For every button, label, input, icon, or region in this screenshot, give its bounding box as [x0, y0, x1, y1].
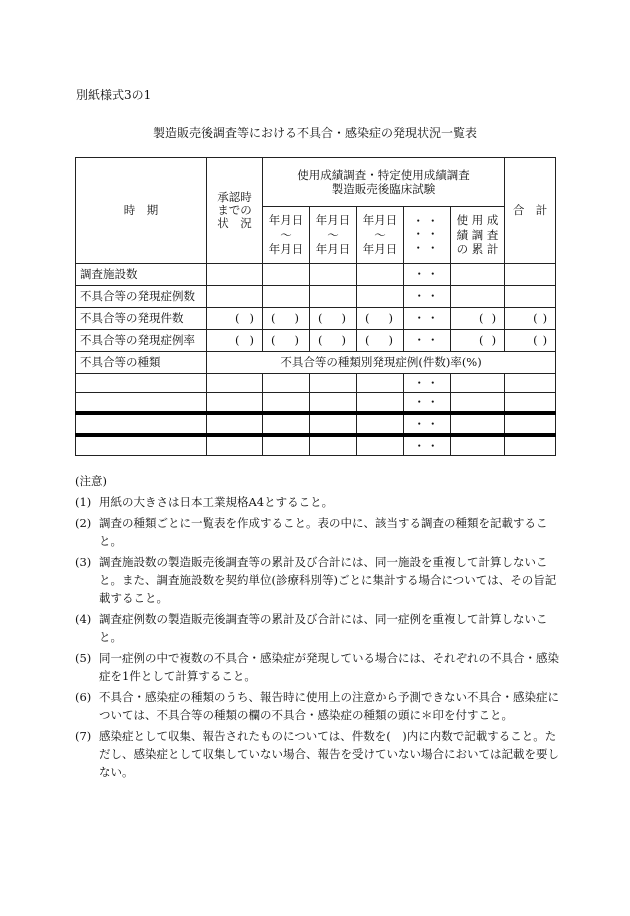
paren-cell — [310, 308, 357, 330]
note-item — [75, 688, 565, 724]
date-from: 年月日 — [315, 213, 351, 228]
value-cell — [310, 286, 357, 308]
value-cell — [451, 264, 505, 286]
document-title: 製造販売後調査等における不具合・感染症の発現状況一覧表 — [152, 126, 477, 140]
blank-cell — [357, 413, 404, 435]
blank-cell — [207, 413, 263, 435]
value-cell — [357, 264, 404, 286]
notes-heading: (注意) — [75, 474, 107, 488]
paren-cell — [357, 308, 404, 330]
paren-open: ( — [533, 333, 538, 348]
paren-close: ) — [249, 311, 254, 326]
cumulative-header-line: 績 調 査 — [456, 227, 499, 242]
blank-cell — [310, 374, 357, 393]
continuation-dots: ・・ — [412, 227, 442, 242]
note-item — [75, 610, 565, 646]
blank-cell — [76, 413, 207, 435]
row-label: 調査施設数 — [76, 264, 207, 286]
blank-cell — [451, 393, 505, 414]
date-to: 年月日 — [268, 242, 304, 257]
note-item — [75, 727, 565, 781]
blank-row — [76, 435, 556, 456]
blank-cell — [505, 435, 556, 456]
note-number: (3) — [75, 555, 92, 569]
paren-open: ( — [318, 311, 323, 326]
blank-cell — [357, 435, 404, 456]
paren-open: ( — [533, 311, 538, 326]
paren-open: ( — [318, 333, 323, 348]
continuation-dots: ・・ — [404, 308, 451, 330]
value-cell — [505, 264, 556, 286]
blank-cell — [357, 374, 404, 393]
paren-open: ( — [479, 333, 484, 348]
form-id: 別紙様式3の1 — [76, 88, 152, 102]
blank-cell — [207, 374, 263, 393]
blank-cell — [451, 413, 505, 435]
blank-cell — [76, 374, 207, 393]
blank-cell — [207, 393, 263, 414]
date-range-cell — [357, 207, 404, 264]
blank-row — [76, 374, 556, 393]
value-cell — [505, 286, 556, 308]
value-cell — [357, 286, 404, 308]
paren-cell — [207, 330, 263, 352]
paren-open: ( — [271, 311, 276, 326]
continuation-dots: ・・ — [404, 264, 451, 286]
date-to: 年月日 — [362, 242, 398, 257]
blank-cell — [451, 374, 505, 393]
note-number: (2) — [75, 516, 92, 530]
paren-cell — [310, 330, 357, 352]
row-label: 不具合等の発現症例率 — [76, 330, 207, 352]
paren-open: ( — [479, 311, 484, 326]
paren-open: ( — [365, 311, 370, 326]
paren-close: ) — [341, 311, 346, 326]
survey-header — [263, 158, 505, 207]
paren-cell — [207, 308, 263, 330]
approval-header-line: までの — [217, 202, 252, 217]
blank-cell — [310, 393, 357, 414]
blank-cell — [76, 393, 207, 414]
paren-close: ) — [491, 333, 497, 348]
date-tilde: 〜 — [327, 227, 339, 242]
approval-header — [207, 158, 263, 264]
blank-cell — [263, 435, 310, 456]
row-label: 不具合等の発現症例数 — [76, 286, 207, 308]
paren-cell — [451, 308, 505, 330]
cumulative-header-line: の 累 計 — [456, 242, 499, 257]
continuation-dots: ・・ — [412, 214, 442, 229]
blank-row — [76, 413, 556, 435]
note-item — [75, 514, 565, 550]
blank-cell — [76, 435, 207, 456]
note-number: (4) — [75, 612, 92, 626]
note-text: 感染症として収集、報告されたものについては、件数を( )内に内数で記載すること。ただし、感染症として収集していない場合、報告を受けていない場合においては記載を要しない。 — [99, 729, 559, 779]
continuation-dots: ・・ — [404, 374, 451, 393]
paren-cell — [357, 330, 404, 352]
total-header: 合 計 — [505, 158, 556, 264]
continuation-dots: ・・ — [404, 393, 451, 414]
blank-cell — [263, 413, 310, 435]
value-cell — [207, 264, 263, 286]
note-text: 調査施設数の製造販売後調査等の累計及び合計には、同一施設を重複して計算しないこと。また、調査施設数を契約単位(診療科別等)ごとに集計する場合については、その旨記載すること。 — [99, 555, 557, 605]
type-header-row — [76, 352, 556, 374]
date-tilde: 〜 — [374, 227, 386, 242]
value-cell — [263, 264, 310, 286]
paren-close: ) — [388, 333, 393, 348]
note-item — [75, 649, 565, 685]
blank-cell — [357, 393, 404, 414]
period-header: 時 期 — [76, 158, 207, 264]
continuation-dots: ・・ — [404, 286, 451, 308]
notes-section — [75, 472, 565, 784]
paren-close: ) — [388, 311, 393, 326]
note-item — [75, 493, 565, 511]
date-tilde: 〜 — [280, 227, 292, 242]
cumulative-header — [451, 207, 505, 264]
note-number: (6) — [75, 690, 92, 704]
value-cell — [310, 264, 357, 286]
table-row — [76, 330, 556, 352]
date-to: 年月日 — [315, 242, 351, 257]
date-range-cell — [310, 207, 357, 264]
continuation-dots: ・・ — [404, 413, 451, 435]
paren-close: ) — [542, 333, 548, 348]
continuation-dots: ・・ — [412, 240, 442, 255]
blank-cell — [207, 435, 263, 456]
note-text: 調査症例数の製造販売後調査等の累計及び合計には、同一症例を重複して計算しないこと。 — [99, 612, 548, 644]
survey-header-line: 製造販売後臨床試験 — [331, 182, 436, 196]
paren-close: ) — [249, 333, 254, 348]
paren-cell — [263, 330, 310, 352]
blank-cell — [310, 435, 357, 456]
paren-open: ( — [365, 333, 370, 348]
continuation-dots: ・・ — [404, 330, 451, 352]
note-text: 同一症例の中で複数の不具合・感染症が発現している場合には、それぞれの不具合・感染症を1件として計算すること。 — [99, 651, 559, 683]
type-label: 不具合等の種類 — [76, 352, 207, 374]
paren-open: ( — [235, 311, 240, 326]
table-row — [76, 264, 556, 286]
note-text: 不具合・感染症の種類のうち、報告時に使用上の注意から予測できない不具合・感染症については、不具合等の種類の欄の不具合・感染症の種類の頭に＊印を付すこと。 — [99, 690, 559, 722]
continuation-dots-cell — [404, 207, 451, 264]
blank-cell — [263, 374, 310, 393]
row-label: 不具合等の発現件数 — [76, 308, 207, 330]
paren-cell — [505, 330, 556, 352]
survey-header-line: 使用成績調査・特定使用成績調査 — [297, 167, 470, 182]
approval-header-line: 状 況 — [217, 216, 252, 231]
paren-close: ) — [542, 311, 548, 326]
paren-cell — [263, 308, 310, 330]
paren-open: ( — [235, 333, 240, 348]
paren-close: ) — [294, 333, 299, 348]
paren-close: ) — [341, 333, 346, 348]
blank-cell — [451, 435, 505, 456]
value-cell — [263, 286, 310, 308]
value-cell — [451, 286, 505, 308]
cumulative-header-line: 使 用 成 — [456, 213, 499, 228]
table-row — [76, 286, 556, 308]
note-number: (5) — [75, 651, 92, 665]
date-range-cell — [263, 207, 310, 264]
blank-cell — [310, 413, 357, 435]
header-row-1 — [76, 158, 556, 207]
note-item — [75, 553, 565, 607]
blank-cell — [505, 374, 556, 393]
table-row — [76, 308, 556, 330]
paren-close: ) — [491, 311, 497, 326]
value-cell — [207, 286, 263, 308]
note-text: 用紙の大きさは日本工業規格A4とすること。 — [99, 495, 334, 509]
paren-cell — [505, 308, 556, 330]
type-caption: 不具合等の種類別発現症例(件数)率(%) — [207, 352, 556, 374]
approval-header-line: 承認時 — [217, 189, 252, 204]
blank-cell — [505, 413, 556, 435]
note-number: (7) — [75, 729, 92, 743]
date-from: 年月日 — [268, 213, 304, 228]
note-number: (1) — [75, 495, 92, 509]
blank-cell — [263, 393, 310, 414]
incidence-table — [75, 157, 556, 456]
date-from: 年月日 — [362, 213, 398, 228]
paren-open: ( — [271, 333, 276, 348]
paren-cell — [451, 330, 505, 352]
note-text: 調査の種類ごとに一覧表を作成すること。表の中に、該当する調査の種類を記載すること。 — [99, 516, 548, 548]
paren-close: ) — [294, 311, 299, 326]
blank-row — [76, 393, 556, 414]
blank-cell — [505, 393, 556, 414]
continuation-dots: ・・ — [404, 435, 451, 456]
